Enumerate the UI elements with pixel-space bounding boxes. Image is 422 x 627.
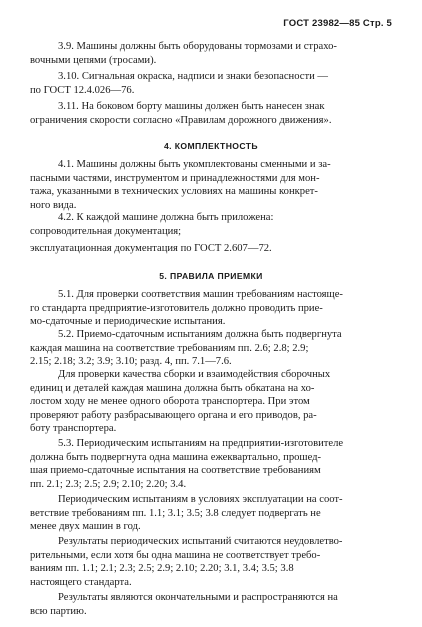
field-tests-line-2: ветствие требованиям пп. 1.1; 3.1; 3.5; 3.8 следует подвергать не <box>30 507 321 519</box>
clause-5-2-line-2: каждая машина на соответствие требованиям пп. 2.6; 2.8; 2.9; <box>30 342 309 354</box>
clause-3-11 <box>30 100 392 127</box>
clause-5-1-line-2: го стандарта предприятие-изготовитель должно проводить прие- <box>30 302 323 314</box>
final-line-1: Результаты являются окончательными и распространяются на <box>58 592 338 603</box>
clause-3-11-line-1: 3.11. На боковом борту машины должен быть нанесен знак <box>58 101 325 112</box>
field-tests-line-1: Периодическим испытаниям в условиях эксплуатации на соот- <box>58 494 343 505</box>
final-line-2: всю партию. <box>30 605 87 617</box>
field-tests-line-3: менее двух машин в год. <box>30 521 141 533</box>
assembly-check-line-3: лостом ходу не менее одного оборота транспортера. При этом <box>30 396 310 408</box>
clause-5-2-line-1: 5.2. Приемо-сдаточным испытаниям должна быть подвергнута <box>58 329 342 340</box>
assembly-check-line-4: проверяют работу разбрасывающего органа и его приводов, ра- <box>30 409 317 421</box>
clause-3-11-line-2: ограничения скорости согласно «Правилам дорожного движения». <box>30 114 332 126</box>
clause-5-2-assembly-check <box>30 368 392 436</box>
clause-4-2 <box>30 211 392 256</box>
clause-3-10-line-2: по ГОСТ 12.4.026—76. <box>30 84 135 96</box>
results-line-3: ваниям пп. 1.1; 2.1; 2.3; 2.5; 2.9; 2.10; 2.20; 3.1, 3.4; 3.5; 3.8 <box>30 563 294 575</box>
section-4-heading: 4. КОМПЛЕКТНОСТЬ <box>164 141 258 151</box>
clause-3-9-line-2: вочными цепями (тросами). <box>30 54 157 66</box>
clause-5-1-line-3: мо-сдаточные и периодические испытания. <box>30 316 226 328</box>
clause-3-10 <box>30 70 392 97</box>
clause-5-3 <box>30 437 392 491</box>
results-line-4: настоящего стандарта. <box>30 576 132 588</box>
clause-4-2-item-2: эксплуатационная документация по ГОСТ 2.607—72. <box>30 243 272 255</box>
assembly-check-line-1: Для проверки качества сборки и взаимодействия сборочных <box>58 369 331 380</box>
clause-4-2-line: 4.2. К каждой машине должна быть приложена: <box>58 212 274 223</box>
clause-3-9-line-1: 3.9. Машины должны быть оборудованы тормозами и страхо- <box>58 41 337 52</box>
clause-3-10-line-1: 3.10. Сигнальная окраска, надписи и знаки безопасности — <box>58 71 329 82</box>
clause-5-3-line-2: должна быть подвергнута одна машина ежеквартально, прошед- <box>30 451 322 463</box>
clause-5-3-line-1: 5.3. Периодическим испытаниям на предприятии-изготовителе <box>58 438 344 449</box>
results-line-2: рительными, если хотя бы одна машина не соответствует требо- <box>30 549 321 561</box>
section-5-heading: 5. ПРАВИЛА ПРИЕМКИ <box>159 271 263 281</box>
clause-4-1-line-3: тажа, указанными в технических условиях на машины конкрет- <box>30 186 318 198</box>
clause-5-1-line-1: 5.1. Для проверки соответствия машин требованиям настояще- <box>58 289 343 300</box>
clause-4-1-line-2: пасными частями, инструментом и принадлежностями для мон- <box>30 172 320 184</box>
clause-4-1-line-1: 4.1. Машины должны быть укомплектованы сменными и за- <box>58 159 331 170</box>
clause-5-2-line-3: 2.15; 2.18; 3.2; 3.9; 3.10; разд. 4, пп. 7.1—7.6. <box>30 356 232 368</box>
clause-5-3-final <box>30 591 392 618</box>
clause-4-1 <box>30 158 392 212</box>
clause-5-2 <box>30 328 392 369</box>
clause-4-2-item-1: сопроводительная документация; <box>30 225 182 237</box>
clause-5-3-line-4: пп. 2.1; 2.3; 2.5; 2.9; 2.10; 2.20; 3.4. <box>30 478 187 490</box>
results-line-1: Результаты периодических испытаний считаются неудовлетво- <box>58 536 343 547</box>
clause-4-1-line-4: ного вида. <box>30 199 77 211</box>
clause-5-3-line-3: шая приемо-сдаточные испытания на соответствие требованиям <box>30 465 321 477</box>
assembly-check-line-2: единиц и деталей каждая машина должна быть обкатана на хо- <box>30 382 315 394</box>
assembly-check-line-5: боту транспортера. <box>30 423 117 435</box>
page-header: ГОСТ 23982—85 Стр. 5 <box>283 18 392 29</box>
clause-3-9 <box>30 40 392 67</box>
clause-5-3-results <box>30 535 392 589</box>
clause-5-1 <box>30 288 392 329</box>
clause-5-3-field-tests <box>30 493 392 534</box>
